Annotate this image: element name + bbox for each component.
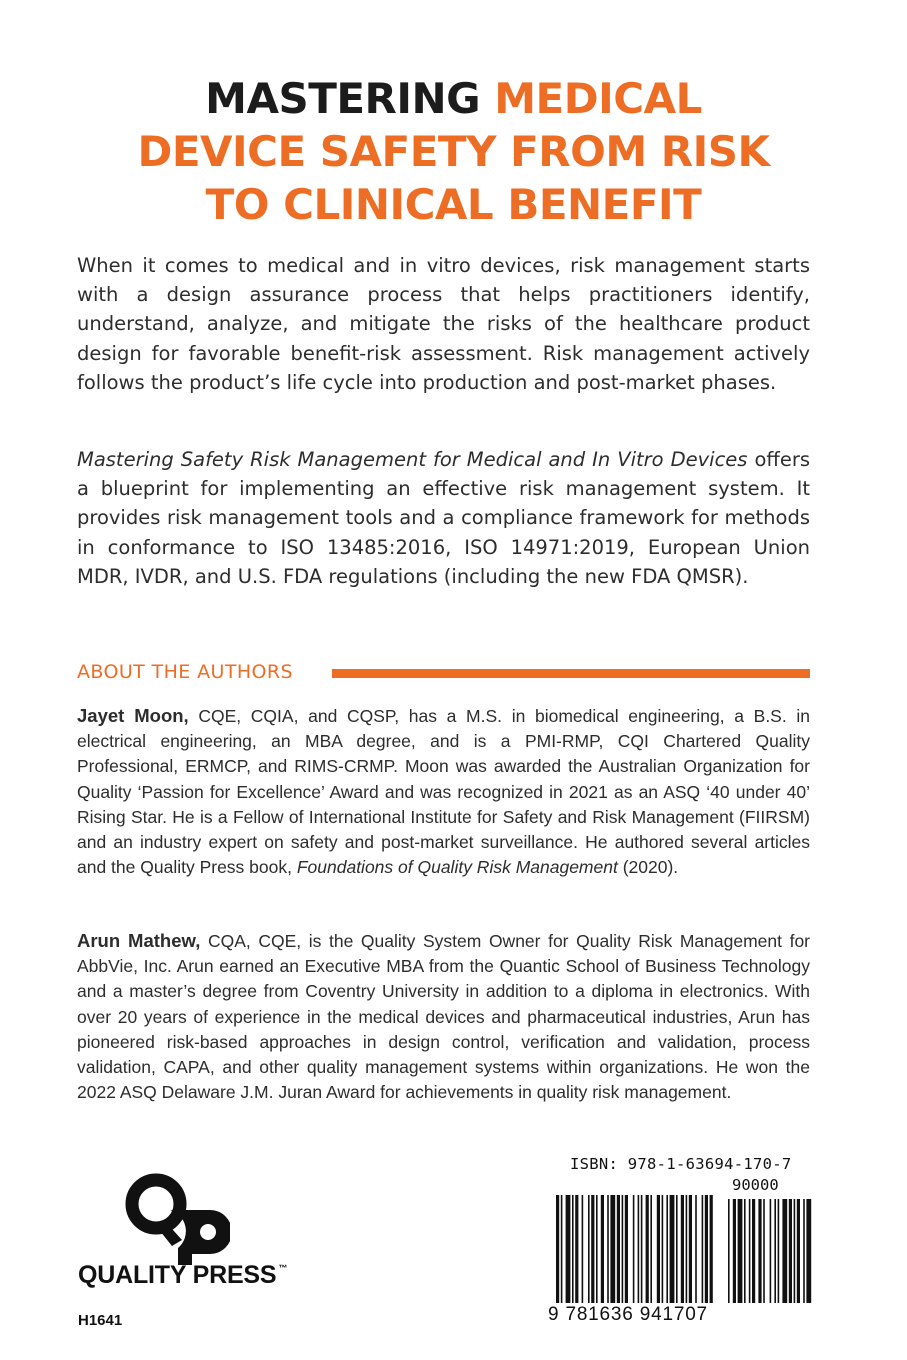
- publisher-name: [78, 1261, 287, 1290]
- barcode-bar: [556, 1195, 559, 1303]
- barcode-bar: [666, 1195, 668, 1303]
- barcode-addon-bar: [803, 1199, 805, 1303]
- barcode-bar: [588, 1195, 590, 1303]
- product-code: H1641: [78, 1312, 123, 1329]
- barcode-bar: [705, 1195, 708, 1303]
- publisher-name-text: QUALITY PRESS: [78, 1261, 277, 1289]
- barcode-bar: [561, 1195, 563, 1303]
- barcode-bar: [575, 1195, 578, 1303]
- barcode-bar: [582, 1195, 584, 1303]
- barcode-bar: [695, 1195, 697, 1303]
- section-divider-bar: [332, 669, 810, 678]
- about-authors-heading: ABOUT THE AUTHORS: [77, 661, 293, 683]
- barcode-addon-bar: [794, 1199, 796, 1303]
- author-name: Jayet Moon,: [77, 705, 189, 726]
- intro-paragraph-2: [77, 445, 810, 591]
- barcode-bar: [572, 1195, 574, 1303]
- barcode-bar: [638, 1195, 640, 1303]
- author-bio-text: CQE, CQIA, and CQSP, has a M.S. in biomedical engineering, a B.S. in electrical engineering, an MBA degree, and is a PMI-RMP, CQI Chartered Quality Professional, ERMCP, and RIMS-CRMP. Moon was awarded the Australian Organization for Quality ‘Passion for Excellence’ Award and was recognized in 2021 as an ASQ ‘40 under 40’ Rising Star. He is a Fellow of International Institute for Safety and Risk Management (FIIRSM) and an industry expert on safety and post-market surveillance. He authored several articles and the Quality Press book,: [77, 706, 810, 878]
- isbn-label: ISBN: 978-1-63694-170-7: [570, 1155, 792, 1173]
- title-dark-word: MASTERING: [205, 74, 495, 123]
- barcode-addon-bar: [789, 1199, 792, 1303]
- title-accent-line1: MEDICAL: [494, 74, 702, 123]
- ean-digits: 9 781636 941707: [548, 1304, 708, 1325]
- barcode-bar: [686, 1195, 688, 1303]
- author-bio-text: CQA, CQE, is the Quality System Owner for Quality Risk Management for AbbVie, Inc. Arun earned an Executive MBA from the Quantic School of Business Technology and a master’s degree from Coventry University in addition to a diploma in electronics. With over 20 years of experience in the medical devices and pharmaceutical industries, Arun has pioneered risk-based approaches in design control, verification and validation, process validation, CAPA, and other quality management systems within organizations. He won the 2022 ASQ Delaware J.M. Juran Award for achievements in quality risk management.: [77, 931, 810, 1103]
- barcode-addon-bar: [738, 1199, 743, 1303]
- author-book-year: (2020).: [617, 857, 679, 878]
- barcode-bar: [641, 1195, 643, 1303]
- barcode-bar: [646, 1195, 649, 1303]
- barcode-addon-bar: [752, 1199, 755, 1303]
- barcode-bar: [670, 1195, 675, 1303]
- author-bio-jayet-moon: [77, 703, 810, 880]
- barcode-addon-bar: [744, 1199, 746, 1303]
- barcode-bar: [676, 1195, 678, 1303]
- barcode-addon-bar: [778, 1199, 780, 1303]
- barcode-addon-bar: [806, 1199, 811, 1303]
- barcode-addon-bar: [774, 1199, 776, 1303]
- title-accent-line2: DEVICE SAFETY FROM RISK: [137, 127, 770, 176]
- barcode-addon-bar: [728, 1199, 730, 1303]
- barcode-bar: [681, 1195, 684, 1303]
- barcode-addon-bar: [733, 1199, 736, 1303]
- barcode-addon-bar: [763, 1199, 765, 1303]
- barcode-bar: [662, 1195, 664, 1303]
- barcode-addon-bar: [749, 1199, 751, 1303]
- barcode-bar: [607, 1195, 609, 1303]
- barcode-bar: [710, 1195, 713, 1303]
- barcode-bar: [591, 1195, 594, 1303]
- barcode-addon-bar: [782, 1199, 787, 1303]
- barcode-bar: [566, 1195, 571, 1303]
- cover-title: [0, 72, 907, 231]
- author-book-title: Foundations of Quality Risk Management: [296, 857, 618, 878]
- title-accent-line3: TO CLINICAL BENEFIT: [205, 180, 702, 229]
- book-title-italic: Mastering Safety Risk Management for Medical and In Vitro Devices: [77, 448, 748, 471]
- barcode-bar: [622, 1195, 624, 1303]
- quality-press-logo-icon: [120, 1170, 230, 1265]
- intro-paragraph-1: When it comes to medical and in vitro devices, risk management starts with a design assurance process that helps practitioners identify, understand, analyze, and mitigate the risks of the healthcare product design for favorable benefit-risk assessment. Risk management actively follows the product’s life cycle into production and post-market phases.: [77, 254, 810, 394]
- author-name: Arun Mathew,: [77, 930, 201, 951]
- ean-barcode: [556, 1175, 812, 1305]
- barcode-bar: [625, 1195, 628, 1303]
- barcode-bar: [596, 1195, 598, 1303]
- barcode-bar: [601, 1195, 604, 1303]
- barcode-bar: [633, 1195, 635, 1303]
- author-bio-arun-mathew: [77, 928, 810, 1105]
- barcode-bar: [610, 1195, 615, 1303]
- barcode-bar: [650, 1195, 652, 1303]
- barcode-addon-bar: [770, 1199, 772, 1303]
- intro-paragraph-2-text: offers a blueprint for implementing an effective risk management system. It provides risk management tools and a compliance framework for methods in conformance to ISO 13485:2016, ISO 14971:2019, European Union MDR, IVDR, and U.S. FDA regulations (including the new FDA QMSR).: [77, 448, 810, 588]
- barcode-addon-bar: [758, 1199, 761, 1303]
- barcode-bar: [617, 1195, 620, 1303]
- barcode-bar: [657, 1195, 660, 1303]
- trademark-symbol: ™: [278, 1263, 288, 1273]
- price-code: 90000: [732, 1176, 779, 1194]
- barcode-bar: [702, 1195, 704, 1303]
- barcode-addon-bar: [797, 1199, 800, 1303]
- barcode-bar: [689, 1195, 692, 1303]
